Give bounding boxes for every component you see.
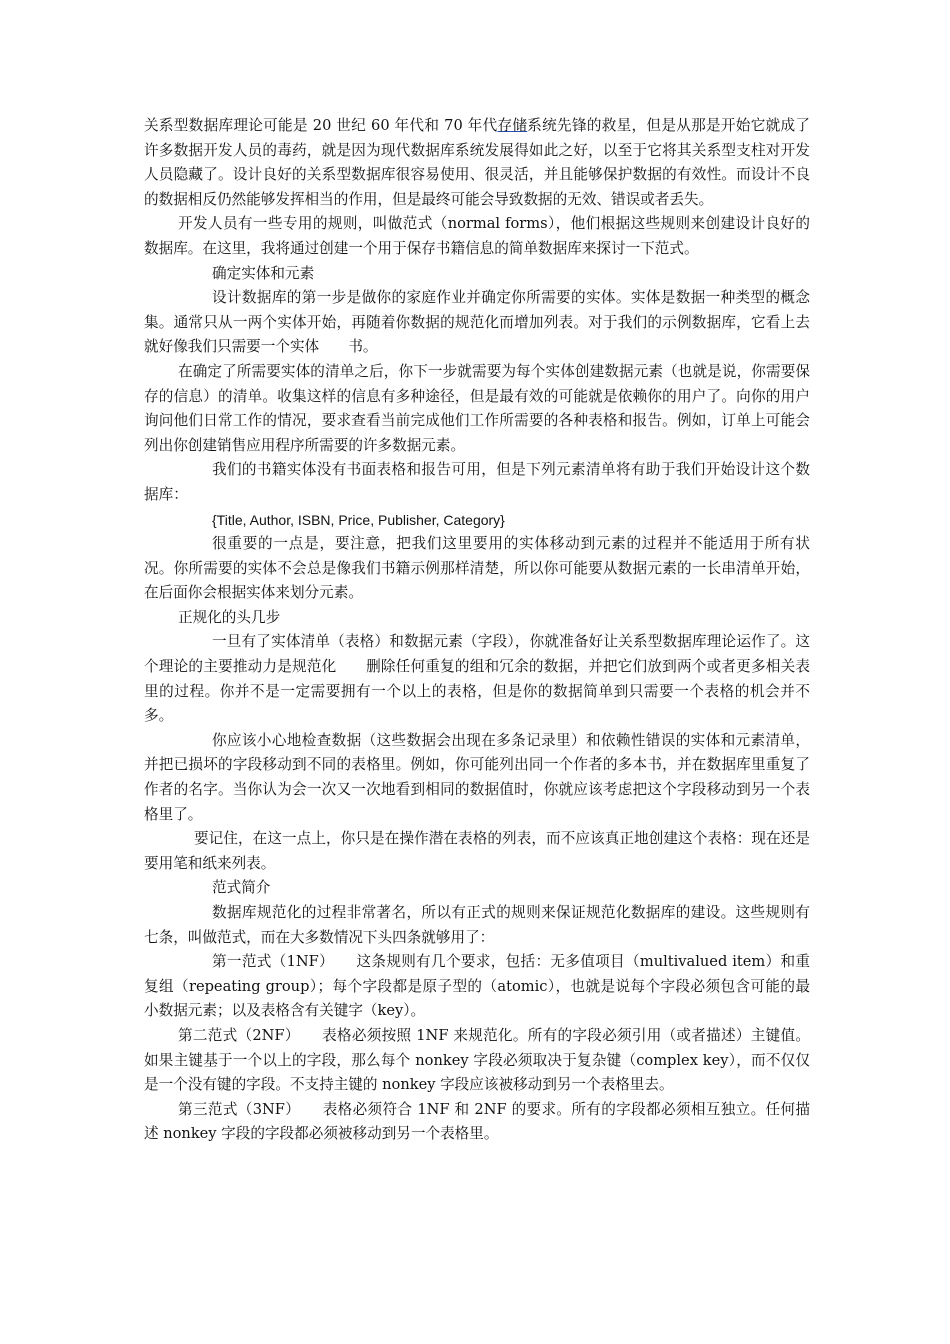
- paragraph-remember: 要记住，在这一点上，你只是在操作潜在表格的列表，而不应该真正地创建这个表格：现在还是要用笔和纸来列表。: [144, 830, 810, 872]
- paragraph-seven-rules: 数据库规范化的过程非常著名，所以有正式的规则来保证规范化数据库的建设。这些规则有七条，叫做范式，而在大多数情况下头四条就够用了：: [144, 904, 810, 946]
- heading-normal-forms-intro: 范式简介: [212, 879, 271, 897]
- paragraph-important-note: 很重要的一点是，要注意，把我们这里要用的实体移动到元素的过程并不能适用于所有状况。你所需要的实体不会总是像我们书籍示例那样清楚，所以你可能要从数据元素的一长串清单开始，在后面你会根据实体来划分元素。: [144, 535, 810, 602]
- document-body: [144, 114, 810, 1147]
- paragraph-3nf: 第三范式（3NF） 表格必须符合 1NF 和 2NF 的要求。所有的字段都必须相互独立。任何描述 nonkey 字段的字段都必须被移动到另一个表格里。: [144, 1100, 810, 1143]
- paragraph-normal-forms: 开发人员有一些专用的规则，叫做范式（normal forms），他们根据这些规则来创建设计良好的数据库。在这里，我将通过创建一个用于保存书籍信息的简单数据库来探讨一下范式。: [144, 215, 810, 257]
- paragraph-text: 系统先锋的救星，但是从那是开始它就成了许多数据开发人员的毒药，就是因为现代数据库系统发展得如此之好，以至于它将其关系型支柱对开发人员隐藏了。设计良好的关系型数据库很容易使用、很灵活，并且能够保护数据的有效性。而设计不良的数据相反仍然能够发挥相当的作用，但是最终可能会导致数据的无效、错误或者丢失。: [144, 117, 810, 208]
- paragraph-book-entity: 我们的书籍实体没有书面表格和报告可用，但是下列元素清单将有助于我们开始设计这个数据库：: [144, 461, 810, 503]
- element-list: {Title, Author, ISBN, Price, Publisher, Category}: [212, 511, 505, 528]
- paragraph-check-data: 你应该小心地检查数据（这些数据会出现在多条记录里）和依赖性错误的实体和元素清单，并把已损坏的字段移动到不同的表格里。例如，你可能列出同一个作者的多本书，并在数据库里重复了作者的名字。当你认为会一次又一次地看到相同的数据值时，你就应该考虑把这个字段移动到另一个表格里了。: [144, 731, 810, 823]
- paragraph-data-elements: 在确定了所需要实体的清单之后，你下一步就需要为每个实体创建数据元素（也就是说，你需要保存的信息）的清单。收集这样的信息有多种途径，但是最有效的可能就是依赖你的用户了。向你的用户询问他们日常工作的情况，要求查看当前完成他们工作所需要的各种表格和报告。例如，订单上可能会列出你创建销售应用程序所需要的许多数据元素。: [144, 362, 810, 454]
- paragraph-first-step: 设计数据库的第一步是做你的家庭作业并确定你所需要的实体。实体是数据一种类型的概念集。通常只从一两个实体开始，再随着你数据的规范化而增加列表。对于我们的示例数据库，它看上去就好像我们只需要一个实体 书。: [144, 289, 810, 356]
- paragraph-normalization: 一旦有了实体清单（表格）和数据元素（字段），你就准备好让关系型数据库理论运作了。这个理论的主要推动力是规范化 删除任何重复的组和冗余的数据，并把它们放到两个或者更多相关表里的过程。你并不是一定需要拥有一个以上的表格，但是你的数据简单到只需要一个表格的机会并不多。: [144, 633, 810, 725]
- paragraph-2nf: 第二范式（2NF） 表格必须按照 1NF 来规范化。所有的字段必须引用（或者描述）主键值。如果主键基于一个以上的字段，那么每个 nonkey 字段必须取决于复杂键（complex key），而不仅仅是一个没有键的字段。不支持主键的 nonkey 字段应该被移动到另一个表格里去。: [144, 1026, 810, 1094]
- heading-entities: 确定实体和元素: [212, 264, 315, 282]
- paragraph-1nf: 第一范式（1NF） 这条规则有几个要求，包括：无多值项目（multivalued item）和重复组（repeating group）；每个字段都是原子型的（atomic），也就是说每个字段必须包含可能的最小数据元素；以及表格含有关键字（key）。: [144, 953, 810, 1020]
- paragraph-intro: [144, 114, 810, 212]
- heading-first-steps: 正规化的头几步: [178, 608, 281, 626]
- paragraph-text: 关系型数据库理论可能是 20 世纪 60 年代和 70 年代: [144, 117, 498, 134]
- storage-link[interactable]: 存储: [497, 117, 528, 134]
